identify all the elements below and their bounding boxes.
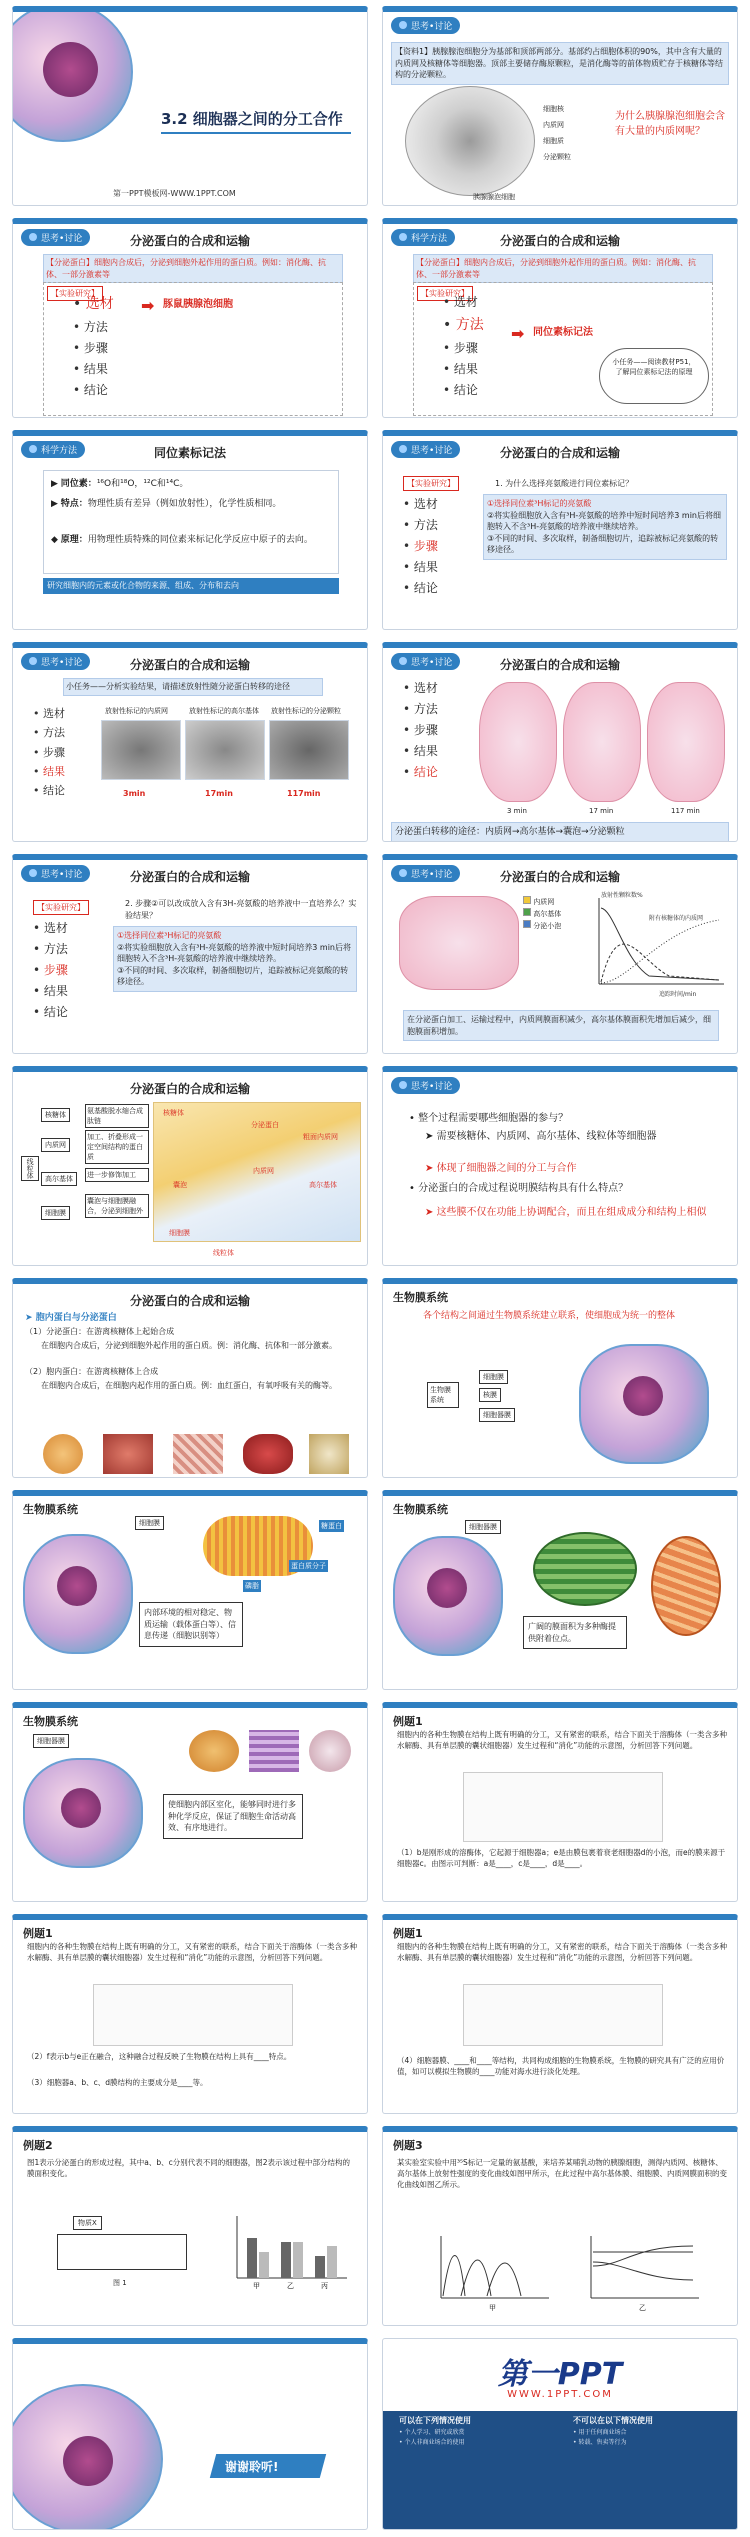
label-glycoprotein: 糖蛋白	[319, 1520, 344, 1532]
list-item: • 选材	[33, 918, 68, 939]
membrane-cells	[399, 896, 519, 990]
organelle-photo-2	[249, 1730, 299, 1772]
discuss-badge: 思考•讨论	[21, 865, 90, 882]
slide-18[interactable]	[382, 1702, 738, 1902]
list-item: • 结果	[403, 557, 438, 578]
list-item: • 步骤	[33, 743, 65, 762]
photo-1	[43, 1434, 83, 1474]
slide-title: 分泌蛋白的合成和运输	[129, 870, 250, 884]
legend-2: 高尔基体	[523, 908, 561, 919]
membrane-tag: 细胞器膜	[33, 1734, 69, 1748]
feature-line: ▶ 特点：物理性质有差异（例如放射性），化学性质相同。	[51, 499, 282, 509]
tree-node: 线粒体	[21, 1156, 39, 1181]
slide-2[interactable]	[382, 6, 738, 206]
tree-note: 氨基酸脱水缩合成肽链	[85, 1104, 149, 1128]
slide-title: 例题3	[393, 2139, 423, 2152]
slide-16[interactable]	[382, 1490, 738, 1690]
membrane-bar-chart	[223, 2212, 353, 2292]
slide-title: 生物膜系统	[23, 1503, 78, 1516]
list-item: • 选材	[73, 292, 114, 317]
step-3: ③不同的时间、多次取样，制备细胞切片，追踪被标记亮氨酸的转移途径。	[117, 965, 349, 987]
bar-label: 甲	[253, 2282, 260, 2290]
micrograph-3	[269, 720, 349, 780]
micrograph-2	[185, 720, 265, 780]
heading-2: （2）胞内蛋白：在游离核糖体上合成	[25, 1367, 159, 1376]
fig-caption: 图 1	[113, 2279, 127, 2287]
lysosome-diagram	[93, 1984, 293, 2046]
list-item: • 方法	[403, 515, 438, 536]
discuss-badge: 思考•讨论	[391, 441, 460, 458]
tree-node: 高尔基体	[41, 1172, 77, 1186]
step-list	[403, 494, 438, 599]
curve-label-1: 附有核糖体的内质网	[649, 915, 704, 922]
fig-label-2: 内质网	[543, 121, 564, 129]
slide-title: 分泌蛋白的合成和运输	[499, 658, 620, 672]
bar	[259, 2252, 269, 2278]
organelle-tree	[21, 1102, 151, 1262]
method-badge: 科学方法	[391, 229, 455, 246]
question-2: • 分泌蛋白的合成过程说明膜结构具有什么特点？	[409, 1183, 629, 1194]
list-item: • 步骤	[403, 720, 438, 741]
discuss-badge: 思考•讨论	[21, 229, 90, 246]
slide-10[interactable]	[382, 854, 738, 1054]
task-band: 小任务——分析实验结果，请描述放射性随分泌蛋白转移的途径	[63, 678, 323, 696]
nucleus-illustration	[63, 2436, 113, 2486]
problem-text: 细胞内的各种生物膜在结构上既有明确的分工，又有紧密的联系，结合下面关于溶酶体（一类含多种水解酶、具有单层膜的囊状细胞器）发生过程和“消化”功能的示意图，分析回答下列问题。	[397, 1730, 727, 1750]
answer-1b: ➤ 体现了细胞器之间的分工与合作	[425, 1163, 577, 1174]
list-item: • 结论	[33, 781, 65, 800]
problem-text: 某实验室实验中用³⁵S标记一定量的氨基酸，来培养某哺乳动物的胰腺细胞，测得内质网、核糖体、高尔基体上放射性强度的变化曲线如图甲所示，在此过程中高尔基体膜、细胞膜、内质网膜面积的变化曲线如图乙所示。	[397, 2158, 727, 2189]
substance-box: 物质X	[73, 2216, 102, 2230]
definition-band: 【分泌蛋白】细胞内合成后，分泌到细胞外起作用的蛋白质。例如：消化酶、抗体、一部分激素等	[43, 254, 343, 283]
cell-diagram-2	[563, 682, 641, 802]
curve-vesicle	[601, 920, 719, 983]
list-item: • 选材	[403, 678, 438, 699]
radioactivity-chart	[579, 890, 729, 1000]
method-name: 同位素标记法	[533, 327, 593, 338]
curve	[461, 2260, 491, 2296]
x-label: 追踪时间/min	[659, 991, 697, 998]
fig-caption-3: 放射性标记的分泌颗粒	[271, 707, 341, 715]
question-3: （3）细胞器a、b、c、d膜结构的主要成分是____等。	[27, 2078, 208, 2087]
discuss-badge: 思考•讨论	[391, 865, 460, 882]
para-2: 在细胞内合成后，在细胞内起作用的蛋白质。例：血红蛋白，有氧呼吸有关的酶等。	[41, 1381, 337, 1390]
discuss-badge: 思考•讨论	[391, 17, 460, 34]
list-item: • 选材	[403, 494, 438, 515]
nucleus-illustration	[57, 1566, 97, 1606]
col2-item: • 转载、售卖等行为	[573, 2439, 627, 2446]
slide-9[interactable]	[12, 854, 368, 1054]
list-item: • 步骤	[443, 338, 484, 359]
curve	[443, 2256, 465, 2297]
col1-item: • 个人学习、研究或欣赏	[399, 2429, 465, 2436]
tree-node: 细胞器膜	[479, 1408, 515, 1422]
micrograph	[405, 86, 535, 196]
research-tag: 【实验研究】	[417, 286, 473, 301]
fig-caption: 胰腺腺泡细胞	[473, 193, 515, 201]
slide-title: 分泌蛋白的合成和运输	[499, 870, 620, 884]
discuss-badge: 思考•讨论	[21, 653, 90, 670]
chloroplast-illustration	[533, 1532, 637, 1606]
heading-1: （1）分泌蛋白：在游离核糖体上起始合成	[25, 1327, 175, 1336]
label-vesicle: 囊泡	[173, 1181, 187, 1189]
micrograph-1	[101, 720, 181, 780]
bulb-icon	[399, 1081, 407, 1089]
list-item: • 结果	[73, 359, 114, 380]
steps-box	[483, 494, 727, 560]
time-label-2: 17min	[205, 789, 233, 798]
slide-12[interactable]	[382, 1066, 738, 1266]
slide-15[interactable]	[12, 1490, 368, 1690]
footer-text: 第一PPT模板网-WWW.1PPT.COM	[113, 189, 236, 198]
research-tag: 【实验研究】	[403, 476, 459, 491]
path-band: 分泌蛋白转移的途径：内质网→高尔基体→囊泡→分泌颗粒	[391, 822, 729, 842]
slide-title: 生物膜系统	[393, 1503, 448, 1516]
step-2: ②将实验细胞放入含有³H-亮氨酸的培养液中短时间培养3 min后将细胞转入不含³H-亮氨酸的培养液中继续培养。	[117, 942, 351, 964]
label-membrane: 细胞膜	[169, 1229, 190, 1237]
time-label-2: 17 min	[589, 807, 614, 815]
col1-title: 可以在下列情况使用	[399, 2416, 471, 2425]
bar-label: 乙	[287, 2282, 294, 2290]
nucleus-illustration	[623, 1376, 663, 1416]
subtitle: ➤ 胞内蛋白与分泌蛋白	[25, 1313, 117, 1323]
slide-title: 生物膜系统	[23, 1715, 78, 1728]
tree-note: 囊泡与细胞膜融合，分泌到细胞外	[85, 1194, 149, 1218]
slide-20[interactable]	[382, 1914, 738, 2114]
fig-label-4: 分泌颗粒	[543, 153, 571, 161]
lysosome-diagram	[463, 1984, 663, 2046]
tree-root: 生物膜系统	[427, 1382, 459, 1408]
membrane-tag: 细胞膜	[135, 1516, 164, 1530]
bulb-icon	[399, 21, 407, 29]
label-golgi: 高尔基体	[309, 1181, 337, 1189]
photo-2	[103, 1434, 153, 1474]
slide-1-title[interactable]	[12, 6, 368, 206]
list-item: • 方法	[403, 699, 438, 720]
tree-node: 核糖体	[41, 1108, 70, 1122]
photo-4	[243, 1434, 293, 1474]
fig-label-1: 细胞核	[543, 105, 564, 113]
discuss-badge: 思考•讨论	[391, 1077, 460, 1094]
time-label-3: 117 min	[671, 807, 700, 815]
slide-6[interactable]	[382, 430, 738, 630]
list-item: • 结果	[403, 741, 438, 762]
chart-title: 放射性颗粒数%	[601, 892, 643, 899]
mitochondrion-illustration	[651, 1536, 721, 1636]
label-protein: 分泌蛋白	[251, 1121, 279, 1129]
nucleus-illustration	[427, 1568, 467, 1608]
question-text: 2. 步骤②可以改成放入含有3H-亮氨酸的培养液中一直培养么？实验结果？	[125, 899, 357, 920]
slide-23-thanks[interactable]	[12, 2338, 368, 2530]
arrow-icon: ➡	[511, 324, 525, 343]
slide-title: 分泌蛋白的合成和运输	[129, 658, 250, 672]
list-item: • 结论	[403, 578, 438, 599]
radioactivity-curve-jia	[433, 2232, 553, 2312]
isotope-line: ▶ 同位素：¹⁶O和¹⁸O，¹²C和¹⁴C。	[51, 479, 189, 489]
slide-title: 分泌蛋白的合成和运输	[499, 446, 620, 460]
step-list	[443, 292, 484, 401]
tree-node: 细胞膜	[41, 1206, 70, 1220]
photo-3	[173, 1434, 223, 1474]
bar-label: 丙	[321, 2282, 328, 2290]
list-item: • 结论	[403, 762, 438, 783]
slide-title: 同位素标记法	[153, 446, 226, 460]
col2-title: 不可以在以下情况使用	[573, 2416, 653, 2425]
step-list	[33, 704, 65, 800]
result-band: 在分泌蛋白加工、运输过程中，内质网膜面积减少，高尔基体膜面积先增加后减少，细胞膜面积增加。	[403, 1010, 719, 1041]
col1-item: • 个人非商业场合的使用	[399, 2439, 465, 2446]
function-box: 广阔的膜面积为多种酶提供附着位点。	[523, 1616, 627, 1649]
bar	[281, 2242, 291, 2278]
membrane-area-curve-yi	[583, 2232, 703, 2312]
definition-band: 【分泌蛋白】细胞内合成后，分泌到细胞外起作用的蛋白质。例如：消化酶、抗体、一部分激素等	[413, 254, 713, 283]
bar	[247, 2238, 257, 2278]
material-text: 【资料1】胰腺腺泡细胞分为基部和顶部两部分。基部约占细胞体积的90%，其中含有大量的内质网及核糖体等细胞器。顶部主要储存酶原颗粒，是消化酶等的前体物质贮存于核糖体等结构的分泌颗粒。	[391, 42, 729, 85]
problem-text: 图1表示分泌蛋白的形成过程，其中a、b、c分别代表不同的细胞器，图2表示该过程中部分结构的膜面积变化。	[27, 2158, 351, 2178]
question-text: 为什么胰腺腺泡细胞会含有大量的内质网呢？	[615, 111, 725, 137]
bar	[293, 2242, 303, 2278]
slide-11[interactable]	[12, 1066, 368, 1266]
discuss-badge: 思考•讨论	[391, 653, 460, 670]
research-tag: 【实验研究】	[47, 286, 103, 301]
step-list	[403, 678, 438, 783]
organelle-photo-3	[309, 1730, 351, 1772]
step-3: ③不同的时间、多次取样，制备细胞切片，追踪被标记亮氨酸的转移途径。	[487, 533, 719, 555]
question-1: • 整个过程需要哪些细胞器的参与？	[409, 1113, 569, 1124]
label-protein: 蛋白质分子	[289, 1560, 328, 1572]
tree-node: 内质网	[41, 1138, 70, 1152]
slide-title: 分泌蛋白的合成和运输	[499, 234, 620, 248]
legend-1: 内质网	[523, 896, 554, 907]
bar	[327, 2246, 337, 2278]
slide-title: 例题1	[393, 1715, 423, 1728]
problem-text: 细胞内的各种生物膜在结构上既有明确的分工，又有紧密的联系，结合下面关于溶酶体（一类含多种水解酶、具有单层膜的囊状细胞器）发生过程和“消化”功能的示意图，分析回答下列问题。	[397, 1942, 727, 1962]
slide-title: 分泌蛋白的合成和运输	[129, 1294, 250, 1308]
function-box: 内部环境的相对稳定、物质运输（载体蛋白等）、信息传递（细胞识别等）	[139, 1602, 243, 1647]
list-item: • 步骤	[73, 338, 114, 359]
slide-title: 例题2	[23, 2139, 53, 2152]
list-item: • 方法	[33, 723, 65, 742]
function-box: 使细胞内部区室化，能够同时进行多种化学反应，保证了细胞生命活动高效、有序地进行。	[163, 1794, 303, 1839]
question-4: （4）细胞器膜、____和____等结构，共同构成细胞的生物膜系统，生物膜的研究具有广泛的应用价值，如可以模拟生物膜的____功能对海水进行淡化处理。	[397, 2056, 725, 2076]
chart-caption: 乙	[639, 2304, 646, 2312]
question-text: 1. 为什么选择亮氨酸进行同位素标记？	[495, 479, 634, 488]
main-text: 各个结构之间通过生物膜系统建立联系，使细胞成为统一的整体	[423, 1311, 676, 1321]
list-item: • 结论	[33, 1002, 68, 1023]
brand-url: WWW.1PPT.COM	[507, 2389, 613, 2400]
list-item: • 结论	[73, 380, 114, 401]
list-item: • 方法	[443, 313, 484, 338]
list-item: • 结果	[443, 359, 484, 380]
step-list	[33, 918, 68, 1023]
pathway-diagram	[57, 2234, 187, 2270]
list-item: • 结论	[443, 380, 484, 401]
list-item: • 方法	[33, 939, 68, 960]
step-list	[73, 292, 114, 401]
thanks-text: 谢谢聆听!	[225, 2460, 279, 2474]
membrane-tag: 细胞器膜	[465, 1520, 501, 1534]
label-er: 内质网	[253, 1167, 274, 1175]
nucleus-illustration	[43, 42, 98, 97]
question-2: （2）f表示b与e正在融合，这种融合过程反映了生物膜在结构上具有____特点。	[27, 2052, 292, 2061]
slide-title: 生物膜系统	[393, 1291, 448, 1304]
list-item: • 选材	[33, 704, 65, 723]
slide-8[interactable]	[382, 642, 738, 842]
nucleus-illustration	[61, 1788, 101, 1828]
fig-caption-2: 放射性标记的高尔基体	[189, 707, 259, 715]
method-badge: 科学方法	[21, 441, 85, 458]
cell-diagram-1	[479, 682, 557, 802]
label-phospholipid: 磷脂	[243, 1580, 261, 1592]
fig-caption-1: 放射性标记的内质网	[105, 707, 168, 715]
time-label-3: 117min	[287, 789, 321, 798]
material-name: 豚鼠胰腺泡细胞	[163, 299, 233, 310]
list-item: • 选材	[443, 292, 484, 313]
time-label-1: 3min	[123, 789, 146, 798]
answer-1: ➤ 需要核糖体、内质网、高尔基体、线粒体等细胞器	[425, 1131, 657, 1142]
principle-line: ◆ 原理：用物理性质特殊的同位素来标记化学反应中原子的去向。	[51, 535, 313, 545]
tree-note: 进一步修饰加工	[85, 1168, 149, 1182]
slide-24-credits[interactable]	[382, 2338, 738, 2530]
label-rough-er: 粗面内质网	[303, 1133, 338, 1141]
list-item: • 步骤	[403, 536, 438, 557]
answer-2: ➤ 这些膜不仅在功能上协调配合，而且在组成成分和结构上相似	[425, 1207, 707, 1218]
step-2: ②将实验细胞放入含有³H-亮氨酸的培养中短时间培养3 min后将细胞转入不含³H-亮氨酸的培养液中继续培养。	[487, 510, 721, 532]
slide-14[interactable]	[382, 1278, 738, 1478]
title-underline	[161, 132, 351, 134]
tree-node: 核膜	[479, 1388, 501, 1402]
legend-3: 分泌小泡	[523, 920, 561, 931]
slide-title: 分泌蛋白的合成和运输	[129, 1082, 250, 1096]
organelle-photo-1	[189, 1730, 239, 1772]
slide-22[interactable]	[382, 2126, 738, 2326]
question-1: （1）b是刚形成的溶酶体，它起源于细胞器a；e是由膜包裹着衰老细胞器d的小泡，而e的膜来源于细胞器c。由图示可判断：a是____，c是____，d是____。	[397, 1848, 726, 1868]
list-item: • 步骤	[33, 960, 68, 981]
list-item: • 结果	[33, 762, 65, 781]
cell-diagram-3	[647, 682, 725, 802]
slide-3[interactable]	[12, 218, 368, 418]
slide-19[interactable]	[12, 1914, 368, 2114]
lysosome-diagram	[463, 1772, 663, 1842]
slide-5[interactable]	[12, 430, 368, 630]
bar	[315, 2256, 325, 2278]
slide-21[interactable]	[12, 2126, 368, 2326]
slide-title: 3.2 细胞器之间的分工合作	[161, 110, 343, 128]
slide-title: 例题1	[393, 1927, 423, 1940]
slide-17[interactable]	[12, 1702, 368, 1902]
arrow-icon: ➡	[141, 296, 155, 315]
time-label-1: 3 min	[507, 807, 527, 815]
curve	[487, 2263, 521, 2296]
photo-5	[309, 1434, 349, 1474]
para-1: 在细胞内合成后，分泌到细胞外起作用的蛋白质。例：消化酶、抗体和一部分激素。	[41, 1341, 337, 1350]
problem-text: 细胞内的各种生物膜在结构上既有明确的分工，又有紧密的联系，结合下面关于溶酶体（一类含多种水解酶、具有单层膜的囊状细胞器）发生过程和“消化”功能的示意图，分析回答下列问题。	[27, 1942, 357, 1962]
label-ribosome: 核糖体	[163, 1109, 184, 1117]
tree-node: 细胞膜	[479, 1370, 508, 1384]
slide-4[interactable]	[382, 218, 738, 418]
step-1: ①选择同位素³H标记的亮氨酸	[487, 499, 592, 508]
steps-box	[113, 926, 357, 992]
slide-7[interactable]	[12, 642, 368, 842]
slide-title: 例题1	[23, 1927, 53, 1940]
fig-label-3: 细胞质	[543, 137, 564, 145]
usage-band: 研究细胞内的元素或化合物的来源、组成、分布和去向	[43, 578, 339, 594]
tree-note: 加工、折叠形成一定空间结构的蛋白质	[85, 1130, 149, 1164]
list-item: • 结果	[33, 981, 68, 1002]
task-cloud: 小任务——阅读教材P51，了解同位素标记法的原理	[599, 348, 709, 404]
slide-title: 分泌蛋白的合成和运输	[129, 234, 250, 248]
col2-item: • 用于任何商业场合	[573, 2429, 627, 2436]
research-tag: 【实验研究】	[33, 900, 89, 915]
brand-logo: 第一PPT	[497, 2357, 623, 2392]
list-item: • 方法	[73, 317, 114, 338]
step-1: ①选择同位素³H标记的亮氨酸	[117, 931, 222, 940]
chart-caption: 甲	[489, 2304, 496, 2312]
label-mito: 线粒体	[213, 1249, 234, 1257]
slide-13[interactable]	[12, 1278, 368, 1478]
